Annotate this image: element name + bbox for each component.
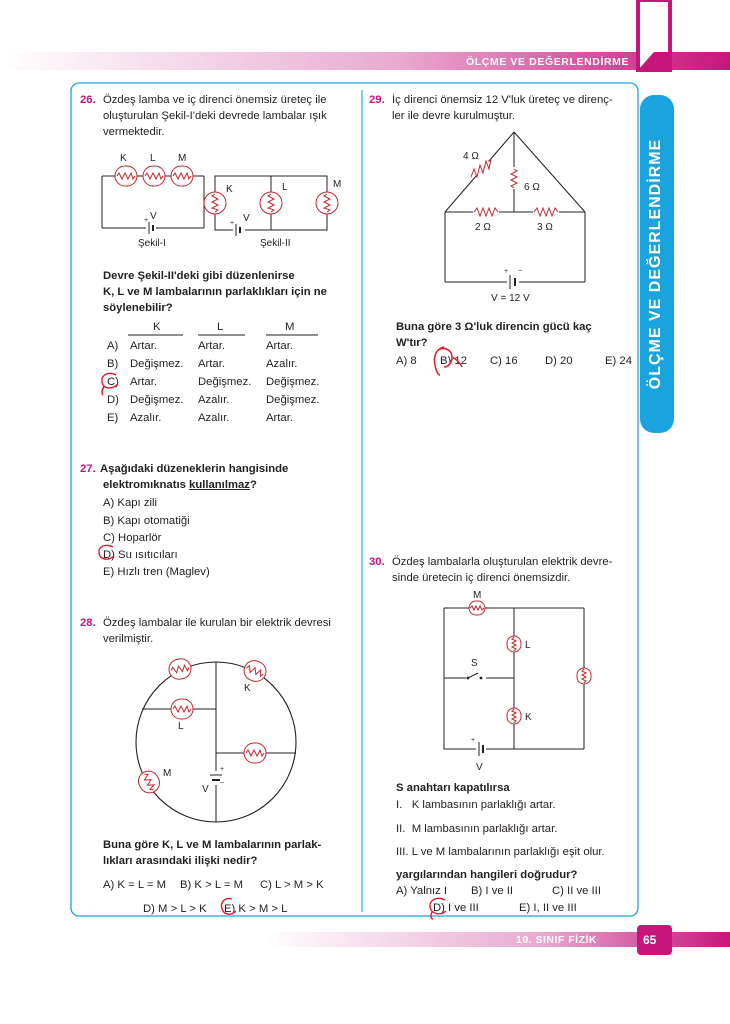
q26-option-l: Artar. bbox=[198, 358, 225, 370]
q26-header-underlines bbox=[128, 334, 328, 338]
q26-fig1-label-l: L bbox=[150, 153, 156, 164]
q26-fig2-label-v: V bbox=[243, 213, 250, 224]
q27-option-c[interactable]: C) Hoparlör bbox=[103, 532, 162, 544]
q30-option-a[interactable]: A) Yalnız I bbox=[396, 885, 448, 897]
q26-option-m: Değişmez. bbox=[266, 394, 320, 406]
q26-option-k: Değişmez. bbox=[130, 394, 184, 406]
q27-stem-line1: Aşağıdaki düzeneklerin hangisinde bbox=[100, 463, 289, 475]
q28-label-l: L bbox=[178, 721, 184, 732]
q26-fig2-label-l: L bbox=[282, 182, 288, 193]
svg-text:+: + bbox=[471, 737, 476, 744]
q26-number: 26. bbox=[80, 94, 96, 106]
q30-option-d[interactable]: D) I ve III bbox=[433, 902, 479, 914]
q26-header-k: K bbox=[153, 321, 161, 333]
q26-option-letter: A) bbox=[107, 340, 119, 352]
q26-fig2-label-m: M bbox=[333, 179, 342, 190]
q28-option-e[interactable]: E) K > M > L bbox=[224, 903, 288, 915]
q26-question-line2: K, L ve M lambalarının parlaklıkları için ne bbox=[103, 286, 327, 298]
q26-stem-line3: vermektedir. bbox=[103, 126, 165, 138]
q30-statement-3: III. L ve M lambalarının parlaklığı eşit olur. bbox=[396, 846, 605, 858]
q29-label-r2ohm: 2 Ω bbox=[475, 222, 491, 233]
header-title: ÖLÇME VE DEĞERLENDİRME bbox=[466, 56, 630, 68]
svg-text:+: + bbox=[144, 217, 149, 224]
q27-number: 27. bbox=[80, 463, 96, 475]
q28-handwritten-answer-mark bbox=[219, 897, 241, 919]
q26-option-m: Artar. bbox=[266, 412, 293, 424]
svg-text:+: + bbox=[230, 220, 235, 227]
q26-option-l: Azalır. bbox=[198, 394, 230, 406]
q26-option-m: Artar. bbox=[266, 340, 293, 352]
q30-label-v: V bbox=[476, 762, 483, 773]
q28-question-line1: Buna göre K, L ve M lambalarının parlak- bbox=[103, 839, 322, 851]
q29-option-d[interactable]: D) 20 bbox=[545, 355, 573, 367]
q30-condition: S anahtarı kapatılırsa bbox=[396, 782, 510, 794]
q29-stem-line1: İç direnci önemsiz 12 V'luk üreteç ve direnç- bbox=[392, 94, 613, 106]
q28-number: 28. bbox=[80, 617, 96, 629]
q26-fig1-label-m: M bbox=[178, 153, 187, 164]
q28-question-line2: lıkları arasındaki ilişki nedir? bbox=[103, 855, 258, 867]
q29-stem-line2: ler ile devre kurulmuştur. bbox=[392, 110, 516, 122]
q28-option-b[interactable]: B) K > L = M bbox=[180, 879, 243, 891]
q28-circuit-diagram bbox=[134, 659, 299, 824]
q29-question-line1: Buna göre 3 Ω'luk direncin gücü kaç bbox=[396, 321, 592, 333]
q30-option-b[interactable]: B) I ve II bbox=[471, 885, 514, 897]
q30-option-e[interactable]: E) I, II ve III bbox=[519, 902, 577, 914]
q28-stem-line2: verilmiştir. bbox=[103, 633, 154, 645]
q30-question: yargılarından hangileri doğrudur? bbox=[396, 869, 578, 881]
q29-option-c[interactable]: C) 16 bbox=[490, 355, 518, 367]
q28-option-c[interactable]: C) L > M > K bbox=[260, 879, 324, 891]
q28-label-k: K bbox=[244, 683, 251, 694]
q26-option-l: Değişmez. bbox=[198, 376, 252, 388]
q29-question-line2: W'tır? bbox=[396, 337, 428, 349]
q29-label-r3ohm: 3 Ω bbox=[537, 222, 553, 233]
q26-option-m: Azalır. bbox=[266, 358, 298, 370]
q29-label-r4ohm: 4 Ω bbox=[463, 151, 479, 162]
q26-fig1-caption: Şekil-I bbox=[138, 238, 166, 249]
q26-question-line3: söylenebilir? bbox=[103, 302, 173, 314]
svg-text:−: − bbox=[518, 268, 523, 275]
q27-option-e[interactable]: E) Hızlı tren (Maglev) bbox=[103, 566, 210, 578]
q30-label-s: S bbox=[471, 658, 478, 669]
q28-label-m: M bbox=[163, 768, 172, 779]
q29-number: 29. bbox=[369, 94, 385, 106]
q26-option-letter: D) bbox=[107, 394, 119, 406]
q26-stem-line2: oluşturulan Şekil-I'deki devrede lambalar ışık bbox=[103, 110, 327, 122]
q26-fig2-label-k: K bbox=[226, 184, 233, 195]
page-number: 65 bbox=[643, 933, 657, 947]
side-tab-label: ÖLÇME VE DEĞERLENDİRME bbox=[647, 138, 664, 390]
q27-stem-negation: kullanılmaz bbox=[189, 479, 250, 491]
q30-label-k: K bbox=[525, 712, 532, 723]
q26-option-letter: C) bbox=[107, 376, 119, 388]
q30-statement-1: I. K lambasının parlaklığı artar. bbox=[396, 799, 556, 811]
footer-book-title: 10. SINIF FİZİK bbox=[516, 934, 598, 946]
q26-option-k: Değişmez. bbox=[130, 358, 184, 370]
q26-option-k: Artar. bbox=[130, 376, 157, 388]
q26-fig1-label-k: K bbox=[120, 153, 127, 164]
q28-option-a[interactable]: A) K = L = M bbox=[103, 879, 166, 891]
q26-option-k: Artar. bbox=[130, 340, 157, 352]
q29-label-r6ohm: 6 Ω bbox=[524, 182, 540, 193]
q28-option-d[interactable]: D) M > L > K bbox=[143, 903, 207, 915]
q30-stem-line1: Özdeş lambalarla oluşturulan elektrik devre- bbox=[392, 556, 613, 568]
svg-text:+: + bbox=[504, 268, 509, 275]
q30-number: 30. bbox=[369, 556, 385, 568]
q30-label-m: M bbox=[473, 590, 482, 601]
q30-handwritten-answer-mark bbox=[426, 896, 452, 920]
q26-option-m: Değişmez. bbox=[266, 376, 320, 388]
q28-label-v: V bbox=[202, 784, 209, 795]
q29-option-e[interactable]: E) 24 bbox=[605, 355, 633, 367]
svg-text:+: + bbox=[220, 766, 225, 773]
q30-stem-line2: sinde üretecin iç direnci önemsizdir. bbox=[392, 572, 571, 584]
q29-label-voltage: V = 12 V bbox=[491, 293, 530, 304]
q26-option-letter: B) bbox=[107, 358, 119, 370]
q26-header-m: M bbox=[285, 321, 295, 333]
q26-fig1-label-v: V bbox=[150, 211, 157, 222]
q29-handwritten-answer-mark bbox=[430, 345, 464, 377]
q26-question-line1: Devre Şekil-II'deki gibi düzenlenirse bbox=[103, 270, 295, 282]
q26-option-k: Azalır. bbox=[130, 412, 162, 424]
q27-option-a[interactable]: A) Kapı zili bbox=[103, 497, 157, 509]
q27-stem-qmark: ? bbox=[249, 479, 257, 491]
q26-circuit-fig2 bbox=[213, 173, 333, 233]
q29-option-b[interactable]: B) 12 bbox=[440, 355, 468, 367]
q26-header-l: L bbox=[217, 321, 224, 333]
q26-option-l: Artar. bbox=[198, 340, 225, 352]
q27-option-b[interactable]: B) Kapı otomatiği bbox=[103, 515, 190, 527]
q30-label-l: L bbox=[525, 640, 531, 651]
svg-text:−: − bbox=[220, 780, 225, 787]
q30-option-c[interactable]: C) II ve III bbox=[552, 885, 601, 897]
q28-stem-line1: Özdeş lambalar ile kurulan bir elektrik devresi bbox=[103, 617, 331, 629]
q26-fig2-caption: Şekil-II bbox=[260, 238, 291, 249]
q27-stem-line2 bbox=[103, 478, 257, 492]
q30-statement-2: II. M lambasının parlaklığı artar. bbox=[396, 823, 558, 835]
q27-stem-keyword: elektromıknatıs bbox=[103, 479, 186, 491]
q26-handwritten-answer-mark bbox=[98, 370, 128, 396]
q26-option-letter: E) bbox=[107, 412, 119, 424]
q27-handwritten-answer-mark bbox=[95, 543, 119, 565]
q27-option-d[interactable]: D) Su ısıtıcıları bbox=[103, 549, 178, 561]
q26-option-l: Azalır. bbox=[198, 412, 230, 424]
q29-option-a[interactable]: A) 8 bbox=[396, 355, 417, 367]
q26-stem-line1: Özdeş lamba ve iç direnci önemsiz üreteç ile bbox=[103, 94, 327, 106]
q30-circuit-diagram bbox=[442, 598, 592, 758]
